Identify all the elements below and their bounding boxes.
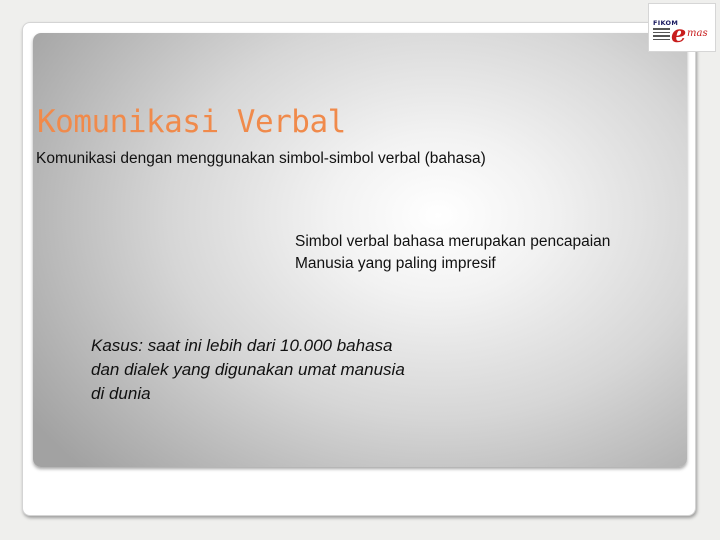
fikom-logo [648, 3, 716, 52]
kasus-line: Kasus: saat ini lebih dari 10.000 bahasa [91, 336, 393, 355]
quote-line: Simbol verbal bahasa merupakan pencapaian [295, 233, 611, 250]
quote-line: Manusia yang paling impresif [295, 255, 496, 272]
logo-e-mark: e [671, 19, 687, 48]
slide-subtitle: Komunikasi dengan menggunakan simbol-simbol verbal (bahasa) [36, 150, 486, 167]
kasus-text [91, 334, 491, 406]
logo-mas-text: mas [687, 28, 708, 39]
logo-subtext-lines [653, 28, 670, 42]
logo-brand-text: FIKOM [653, 19, 679, 27]
kasus-line: di dunia [91, 384, 151, 403]
quote-text [295, 231, 685, 275]
kasus-line: dan dialek yang digunakan umat manusia [91, 360, 405, 379]
slide-title: Komunikasi Verbal [37, 104, 346, 140]
